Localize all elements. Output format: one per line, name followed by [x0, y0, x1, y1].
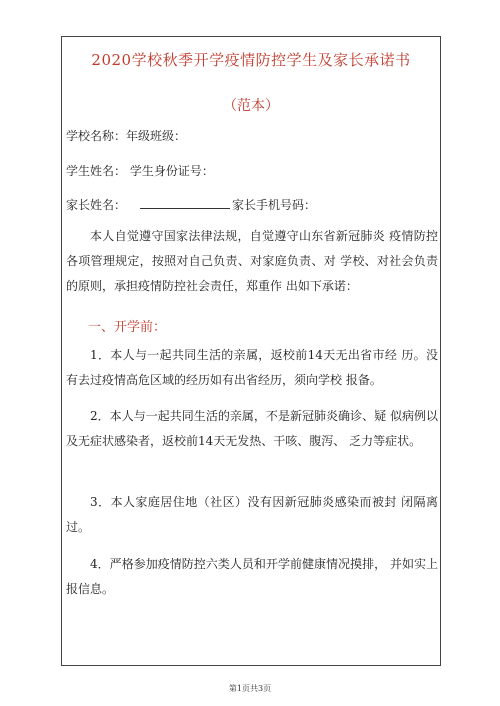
parent-phone-label: 家长手机号码：	[232, 198, 317, 212]
intro-paragraph: 本人自觉遵守国家法律法规，自觉遵守山东省新冠肺炎 疫情防控各项管理规定，按照对自己负责、对家庭负责、对 学校、对社会负责的原则，承担疫情防控社会责任，郑重作 出如下承诺：	[66, 229, 438, 293]
parent-name-label: 家长姓名：	[66, 198, 127, 212]
page-footer: 第1页共3页	[228, 684, 272, 693]
parent-name-blank	[140, 196, 230, 209]
pledge-item-3: 3．本人家庭居住地（社区）没有因新冠肺炎感染而被封 闭隔离过。	[66, 495, 438, 534]
school-name-field: 学校名称：年级班级：	[66, 129, 187, 143]
document-title: 2020学校秋季开学疫情防控学生及家长承诺书	[91, 51, 411, 69]
pledge-item-1: 1．本人与一起共同生活的亲属，返校前14天无出省市经 历。没有去过疫情高危区域的经历如有出省经历，须向学校 报备。	[66, 348, 438, 387]
pledge-item-4: 4．严格参加疫情防控六类人员和开学前健康情况摸排， 并如实上报信息。	[66, 557, 438, 596]
document-subtitle: （范本）	[223, 98, 279, 114]
section-heading-before-school: 一、开学前：	[88, 320, 167, 335]
student-name-field: 学生姓名： 学生身份证号：	[66, 164, 214, 178]
parent-field-row	[66, 196, 316, 213]
pledge-item-2: 2．本人与一起共同生活的亲属，不是新冠肺炎确诊、疑 似病例以及无症状感染者，返校前14天无发热、干咳、腹泻、 乏力等症状。	[66, 409, 438, 448]
